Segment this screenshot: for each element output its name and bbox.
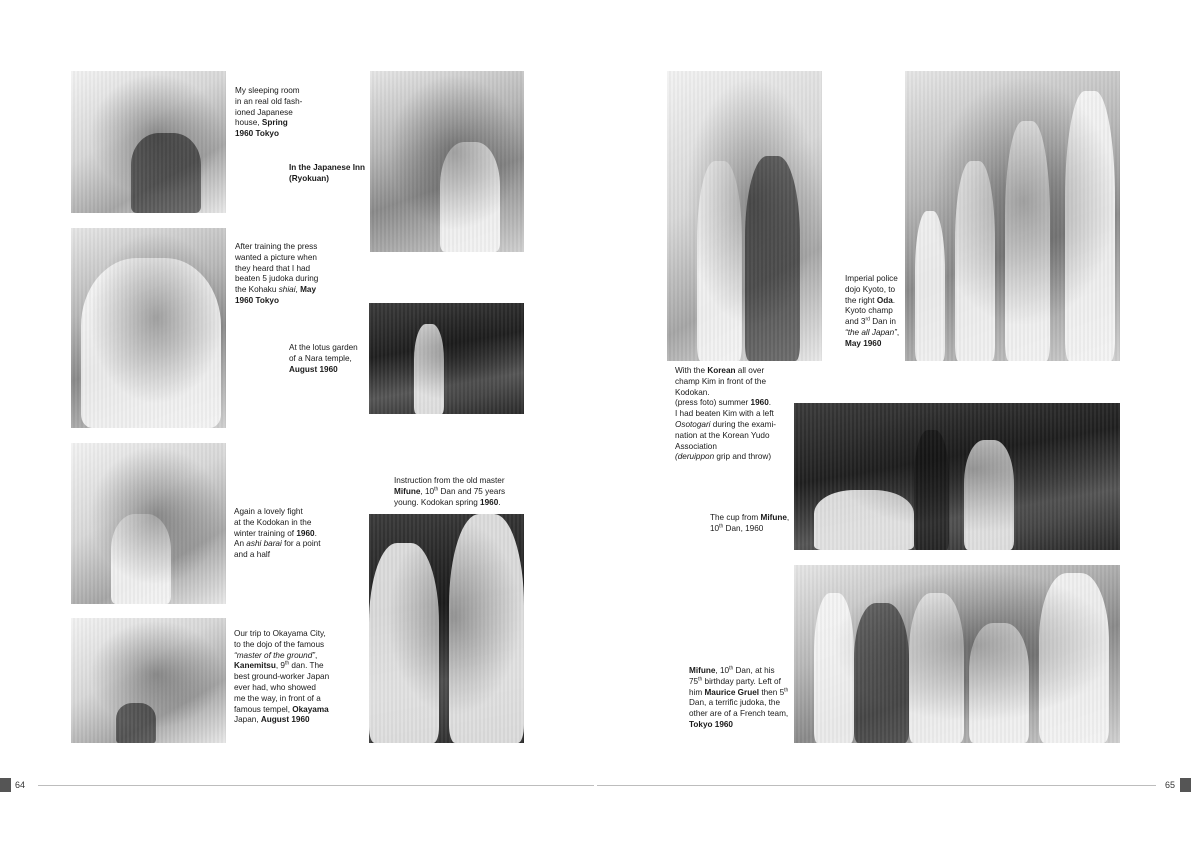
caption-text-run: champ Kim in front of the: [675, 376, 767, 386]
caption-line: [235, 97, 302, 108]
caption-text-run: , 10: [420, 486, 435, 496]
caption-line: [675, 431, 776, 442]
caption-text-run: young. Kodokan spring: [394, 497, 481, 507]
caption-text-run: In the Japanese Inn: [289, 163, 365, 172]
caption-line: [675, 377, 776, 388]
caption-text-run: other are of a French team,: [689, 709, 789, 719]
caption-line: [234, 629, 329, 640]
caption-line: [394, 476, 505, 487]
caption-text-run: ,: [786, 513, 790, 522]
caption-text-run: th: [729, 665, 734, 672]
caption-line: [234, 683, 329, 694]
page-number-left: 64: [15, 780, 26, 790]
caption-line: [234, 550, 321, 561]
caption-text-run: , 9: [275, 661, 285, 671]
caption-text-run: Okayama: [292, 704, 329, 714]
caption-text-run: to the dojo of the famous: [234, 639, 325, 649]
caption-text-run: .: [892, 295, 896, 305]
caption-line: [234, 694, 329, 705]
caption-text-run: , 10: [715, 666, 730, 675]
caption-text-run: winter training of: [234, 528, 297, 538]
photo-mifune-instruction: [369, 514, 524, 743]
caption-text-run: 1960: [296, 528, 315, 538]
caption-text-run: rd: [865, 316, 870, 323]
caption-text-run: 10: [710, 523, 720, 533]
caption-line: [234, 661, 329, 672]
caption-line: [234, 651, 329, 662]
caption-text-run: Again a lovely fight: [234, 507, 303, 516]
caption-mifune-birthday: [689, 666, 788, 731]
caption-text-run: August 1960: [260, 715, 310, 725]
photo-sleeping-room: [71, 71, 226, 213]
caption-text-run: the Kohaku: [235, 285, 279, 295]
caption-text-run: Our trip to Okayama City,: [234, 629, 326, 638]
caption-line: [235, 86, 302, 97]
caption-text-run: at the Kodokan in the: [234, 517, 312, 527]
caption-korean-champ: [675, 366, 776, 463]
caption-line: [234, 518, 321, 529]
caption-text-run: and a half: [234, 550, 270, 560]
caption-text-run: th: [698, 676, 703, 683]
caption-text-run: (Ryokuan): [289, 173, 330, 183]
caption-text-run: beaten 5 judoka during: [235, 274, 319, 284]
caption-text-run: Spring: [261, 118, 288, 128]
caption-text-run: Mifune: [689, 666, 716, 675]
caption-line: [689, 688, 788, 699]
caption-lotus-garden: [289, 343, 358, 375]
caption-line: [845, 328, 899, 339]
page-marker-left: [0, 778, 11, 792]
photo-press-training: [71, 228, 226, 428]
caption-text-run: 1960 Tokyo: [235, 295, 279, 305]
caption-line: [234, 705, 329, 716]
caption-text-run: they heard that I had: [235, 263, 311, 273]
caption-line: [234, 529, 321, 540]
caption-line: [845, 285, 899, 296]
caption-line: [235, 118, 302, 129]
caption-line: [845, 339, 899, 350]
photo-lotus-garden: [369, 303, 524, 414]
caption-text-run: him: [689, 687, 705, 697]
caption-text-run: 75: [689, 676, 699, 686]
caption-text-run: May 1960: [845, 338, 882, 348]
caption-text-run: dojo Kyoto, to: [845, 284, 896, 294]
caption-text-run: May: [300, 285, 317, 295]
caption-cup-from-mifune: [710, 513, 789, 535]
caption-line: [845, 306, 899, 317]
caption-text-run: of a Nara temple,: [289, 353, 352, 363]
caption-text-run: Korean: [707, 366, 736, 375]
caption-text-run: ioned Japanese: [235, 107, 293, 117]
caption-text-run: th: [784, 686, 789, 693]
caption-text-run: me the way, in front of a: [234, 693, 321, 703]
footer-rule-left: [38, 785, 594, 786]
caption-line: [235, 264, 318, 275]
caption-text-run: Osotogari: [675, 419, 711, 429]
caption-text-run: ever had, who showed: [234, 682, 316, 692]
footer-rule-right: [597, 785, 1156, 786]
caption-line: [234, 539, 321, 550]
caption-text-run: My sleeping room: [235, 86, 300, 95]
caption-text-run: 1960: [750, 398, 769, 408]
caption-text-run: After training the press: [235, 242, 318, 251]
caption-text-run: Tokyo 1960: [689, 719, 733, 729]
caption-text-run: Kodokan.: [675, 387, 710, 397]
caption-text-run: Japan,: [234, 715, 261, 725]
caption-text-run: At the lotus garden: [289, 343, 358, 352]
caption-line: [845, 317, 899, 328]
caption-text-run: for a point: [281, 539, 321, 549]
caption-text-run: August 1960: [289, 364, 338, 374]
caption-text-run: Dan, a terrific judoka, the: [689, 698, 781, 708]
caption-line: [689, 677, 788, 688]
caption-okayama-trip: [234, 629, 329, 726]
caption-text-run: Mifune: [394, 486, 421, 496]
caption-line: [845, 274, 899, 285]
caption-text-run: With the: [675, 366, 708, 375]
caption-text-run: in an real old fash-: [235, 96, 303, 106]
caption-line: [675, 420, 776, 431]
caption-text-run: (press foto) summer: [675, 398, 751, 408]
caption-text-run: Mifune: [760, 513, 787, 522]
caption-text-run: Kyoto champ: [845, 306, 893, 316]
caption-text-run: during the exami-: [710, 419, 777, 429]
caption-text-run: then 5: [759, 687, 785, 697]
caption-text-run: I had beaten Kim with a left: [675, 409, 774, 419]
caption-line: [689, 698, 788, 709]
caption-japanese-inn: [289, 163, 365, 185]
caption-line: [235, 274, 318, 285]
caption-line: [234, 640, 329, 651]
caption-imperial-police: [845, 274, 899, 350]
caption-text-run: 1960: [480, 497, 499, 507]
photo-kodokan-fight: [71, 443, 226, 604]
caption-text-run: Imperial police: [845, 274, 898, 283]
caption-text-run: The cup from: [710, 513, 761, 522]
caption-text-run: the right: [845, 295, 877, 305]
caption-line: [845, 296, 899, 307]
caption-text-run: best ground-worker Japan: [234, 672, 330, 682]
caption-line: [710, 524, 789, 535]
caption-text-run: .: [768, 398, 772, 408]
page-marker-right: [1180, 778, 1191, 792]
caption-text-run: Dan, 1960: [723, 523, 764, 533]
caption-text-run: house,: [235, 118, 262, 128]
caption-mifune-instruction: [394, 476, 505, 508]
caption-text-run: shiai: [278, 285, 296, 295]
caption-lovely-fight: [234, 507, 321, 561]
caption-text-run: Oda: [876, 295, 893, 305]
caption-line: [394, 498, 505, 509]
caption-text-run: nation at the Korean Yudo: [675, 430, 770, 440]
caption-line: [235, 129, 302, 140]
caption-text-run: .: [498, 497, 501, 507]
photo-okayama-temple: [71, 618, 226, 743]
caption-line: [235, 242, 318, 253]
caption-line: [234, 715, 329, 726]
caption-line: [689, 709, 788, 720]
caption-text-run: famous tempel,: [234, 704, 293, 714]
caption-line: [675, 388, 776, 399]
caption-line: [289, 174, 365, 185]
caption-line: [235, 285, 318, 296]
caption-text-run: Association: [675, 441, 717, 451]
caption-line: [234, 672, 329, 683]
caption-text-run: “the all Japan”: [845, 327, 897, 337]
caption-line: [289, 365, 358, 376]
photo-japanese-inn: [370, 71, 524, 252]
caption-text-run: Dan in: [869, 317, 896, 327]
caption-line: [675, 366, 776, 377]
caption-line: [675, 409, 776, 420]
caption-text-run: 1960 Tokyo: [235, 129, 279, 139]
caption-line: [234, 507, 321, 518]
caption-text-run: An: [234, 539, 247, 549]
caption-text-run: Instruction from the old master: [394, 476, 505, 485]
caption-text-run: grip and throw): [714, 452, 772, 462]
caption-line: [235, 108, 302, 119]
caption-text-run: all over: [735, 366, 765, 375]
caption-text-run: ashi barai: [246, 539, 282, 549]
caption-line: [689, 720, 788, 731]
caption-text-run: ,: [295, 285, 301, 295]
caption-text-run: Dan, at his: [733, 666, 775, 675]
caption-text-run: th: [719, 523, 724, 530]
photo-mifune-cup: [794, 403, 1120, 550]
caption-text-run: ,: [896, 327, 900, 337]
caption-line: [675, 452, 776, 463]
caption-text-run: “master of the ground”: [234, 650, 316, 660]
caption-line: [235, 253, 318, 264]
caption-line: [689, 666, 788, 677]
caption-text-run: Maurice Gruel: [704, 687, 760, 697]
caption-sleeping-room: [235, 86, 302, 140]
caption-text-run: and 3: [845, 317, 866, 327]
caption-text-run: dan. The: [289, 661, 324, 671]
caption-text-run: th: [434, 486, 439, 493]
caption-text-run: Kanemitsu: [234, 661, 276, 671]
caption-line: [289, 163, 365, 174]
caption-line: [394, 487, 505, 498]
caption-text-run: .: [314, 528, 317, 538]
caption-text-run: wanted a picture when: [235, 252, 317, 262]
caption-line: [675, 398, 776, 409]
caption-text-run: (deruippon: [675, 452, 715, 462]
caption-line: [289, 354, 358, 365]
caption-text-run: th: [284, 660, 290, 667]
photo-mifune-birthday: [794, 565, 1120, 743]
caption-text-run: birthday party. Left of: [702, 676, 781, 686]
caption-press-picture: [235, 242, 318, 307]
caption-text-run: ,: [315, 650, 318, 660]
caption-line: [289, 343, 358, 354]
photo-imperial-police: [905, 71, 1120, 361]
photo-korean-champ: [667, 71, 822, 361]
page-number-right: 65: [1165, 780, 1176, 790]
caption-line: [235, 296, 318, 307]
caption-line: [675, 442, 776, 453]
caption-text-run: Dan and 75 years: [438, 486, 506, 496]
